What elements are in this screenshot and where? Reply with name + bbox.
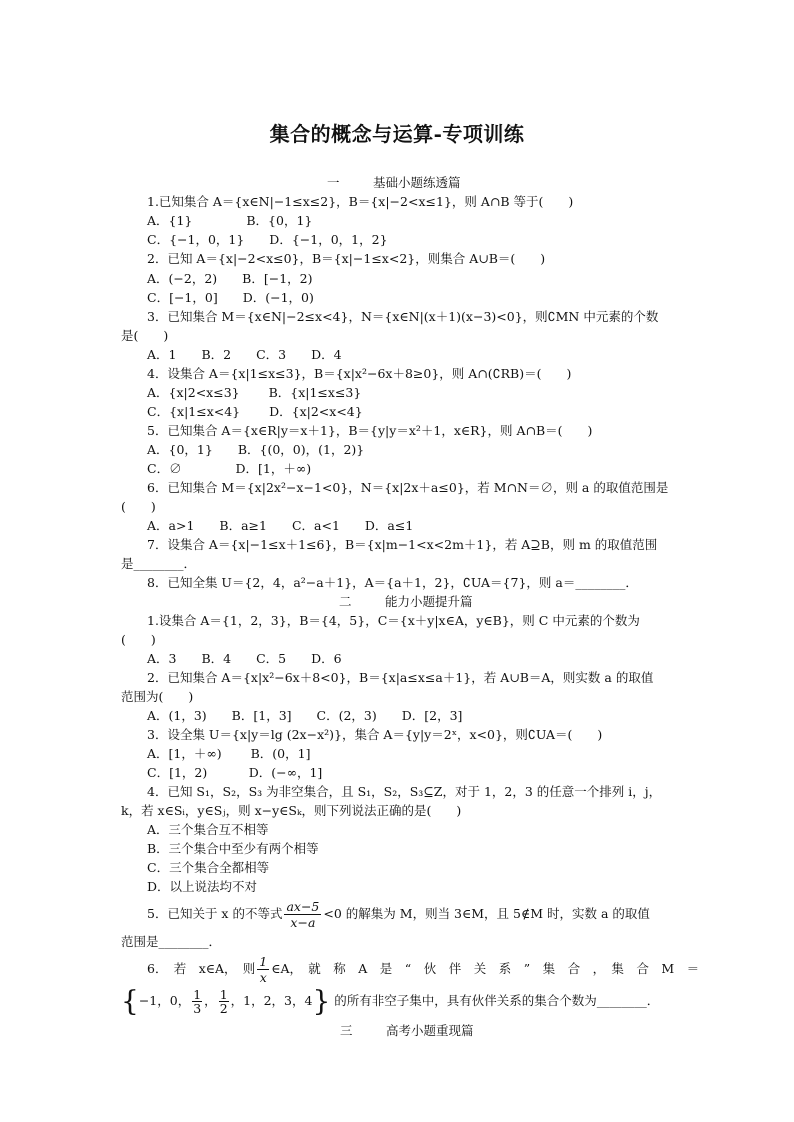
fraction-denominator: x bbox=[259, 970, 267, 985]
fraction bbox=[192, 988, 202, 1015]
fraction bbox=[219, 988, 229, 1015]
fraction-numerator: 1 bbox=[193, 987, 202, 1002]
left-brace: { bbox=[121, 984, 139, 1018]
question-line: 8．已知全集 U＝{2，4，a²−a＋1}，A＝{a＋1，2}，∁UA＝{7}，则 a＝________． bbox=[147, 575, 638, 590]
question-continuation: 范围为( ) bbox=[121, 689, 194, 704]
fraction-numerator: ax−5 bbox=[286, 899, 320, 914]
question-line-fraction bbox=[147, 899, 650, 930]
question-continuation: 是( ) bbox=[121, 328, 169, 343]
section-name: 能力小题提升篇 bbox=[385, 594, 473, 609]
question-line: 2．已知集合 A＝{x|x²−6x＋8<0}，B＝{x|a≤x≤a＋1}，若 A∪B＝A，则实数 a 的取值 bbox=[147, 670, 654, 685]
question-line: 6．已知集合 M＝{x|2x²−x−1<0}，N＝{x|2x＋a≤0}，若 M∩N＝∅，则 a 的取值范围是 bbox=[147, 480, 669, 495]
question-line: 4．设集合 A＝{x|1≤x≤3}，B＝{x|x²−6x＋8≥0}，则 A∩(∁RB)＝( ) bbox=[147, 366, 572, 381]
question-line: 1.已知集合 A＝{x∈N|−1≤x≤2}，B＝{x|−2<x≤1}，则 A∩B 等于( ) bbox=[147, 194, 574, 209]
fraction-numerator: 1 bbox=[259, 954, 268, 969]
option-line: A．{0，1} B．{(0，0)，(1，2)} bbox=[147, 442, 365, 457]
option-line: A．(−2，2) B．[−1，2) bbox=[147, 271, 313, 286]
section-number: 一 bbox=[327, 175, 340, 190]
option-line: A．a>1 B．a≥1 C．a<1 D．a≤1 bbox=[147, 518, 414, 533]
option-line: A．{x|2<x≤3} B．{x|1≤x≤3} bbox=[147, 385, 362, 400]
option-line: A．[1，＋∞) B．(0，1] bbox=[147, 746, 311, 761]
set-definition-line: {−1，0， $\frac{1}{3}$ ， $\frac{1}{2}$ ，1，2，3，4} 的所有非空子集中，具有伙伴关系的集合个数为________． bbox=[121, 984, 660, 1018]
option-line: C．[−1，0] D．(−1，0) bbox=[147, 290, 314, 305]
option-line: A．{1} B．{0，1} bbox=[147, 213, 313, 228]
option-line: C．{x|1≤x<4} D．{x|2<x<4} bbox=[147, 404, 363, 419]
fraction-denominator: x−a bbox=[290, 915, 316, 930]
fraction-denominator: 3 bbox=[193, 1001, 202, 1016]
text-span: 的所有非空子集中，具有伙伴关系的集合个数为________． bbox=[334, 993, 660, 1008]
option-line: C．{−1，0，1} D．{−1，0，1，2} bbox=[147, 232, 388, 247]
fraction-numerator: 1 bbox=[219, 987, 228, 1002]
text-span: 5．已知关于 x 的不等式 bbox=[147, 906, 283, 921]
option-line: A．3 B．4 C．5 D．6 bbox=[147, 651, 342, 666]
option-line: A．三个集合互不相等 bbox=[147, 822, 269, 837]
option-line: A．(1，3) B．[1，3] C．(2，3) D．[2，3] bbox=[147, 708, 463, 723]
question-line: 4．已知 S₁，S₂，S₃ 为非空集合，且 S₁，S₂，S₃⊆Z，对于 1，2，3 的任意一个排列 i，j， bbox=[147, 784, 662, 799]
text-span: 6． 若 x∈A， 则 bbox=[147, 961, 256, 976]
question-continuation: ( ) bbox=[121, 499, 156, 514]
section-name: 高考小题重现篇 bbox=[386, 1023, 474, 1038]
section-heading-1 bbox=[327, 174, 461, 192]
section-name: 基础小题练透篇 bbox=[373, 175, 461, 190]
question-continuation: k，若 x∈Sᵢ，y∈Sⱼ，则 x−y∈Sₖ，则下列说法正确的是( ) bbox=[121, 803, 462, 818]
question-line: 3．设全集 U＝{x|y＝lg (2x−x²)}，集合 A＝{y|y＝2ˣ，x<0}，则∁UA＝( ) bbox=[147, 727, 603, 742]
section-heading-3 bbox=[340, 1022, 474, 1040]
section-number: 三 bbox=[340, 1023, 353, 1038]
fraction bbox=[284, 899, 321, 930]
question-line: 5．已知集合 A＝{x∈R|y＝x＋1}，B＝{y|y＝x²＋1，x∈R}，则 A∩B＝( ) bbox=[147, 423, 593, 438]
question-continuation: 范围是________． bbox=[121, 934, 222, 949]
option-line: C．[1，2) D．(−∞，1] bbox=[147, 765, 323, 780]
question-line: 3．已知集合 M＝{x∈N|−2≤x<4}，N＝{x∈N|(x＋1)(x−3)<0}，则∁MN 中元素的个数 bbox=[147, 309, 659, 324]
question-line: 7．设集合 A＝{x|−1≤x＋1≤6}，B＝{x|m−1<x<2m＋1}，若 A⊇B，则 m 的取值范围 bbox=[147, 537, 658, 552]
question-continuation: 是________． bbox=[121, 556, 197, 571]
fraction bbox=[257, 954, 269, 985]
question-line: 2．已知 A＝{x|−2<x≤0}，B＝{x|−1≤x<2}，则集合 A∪B＝( ) bbox=[147, 251, 546, 266]
option-line: D．以上说法均不对 bbox=[147, 879, 258, 894]
text-span: <0 的解集为 M，则当 3∈M，且 5∉M 时，实数 a 的取值 bbox=[323, 906, 650, 921]
option-line: B．三个集合中至少有两个相等 bbox=[147, 841, 319, 856]
page-title: 集合的概念与运算-专项训练 bbox=[269, 122, 525, 146]
right-brace: } bbox=[312, 984, 331, 1018]
section-heading-2 bbox=[339, 593, 473, 611]
text-span: −1，0， bbox=[138, 993, 191, 1008]
text-span: ，1，2，3，4 bbox=[230, 993, 313, 1008]
fraction-denominator: 2 bbox=[219, 1001, 228, 1016]
text-span: ∈A， 就 称 A 是 “ 伙 伴 关 系 ” 集 合 ， 集 合 M ＝ bbox=[271, 961, 700, 976]
question-line-fraction bbox=[147, 954, 699, 985]
option-line: C．三个集合全都相等 bbox=[147, 860, 270, 875]
option-line: A．1 B．2 C．3 D．4 bbox=[147, 347, 342, 362]
section-number: 二 bbox=[339, 594, 352, 609]
option-line: C．∅ D．[1，＋∞) bbox=[147, 461, 312, 476]
question-continuation: ( ) bbox=[121, 632, 156, 647]
question-line: 1.设集合 A＝{1，2，3}，B＝{4，5}，C＝{x＋y|x∈A，y∈B}，则 C 中元素的个数为 bbox=[147, 613, 640, 628]
